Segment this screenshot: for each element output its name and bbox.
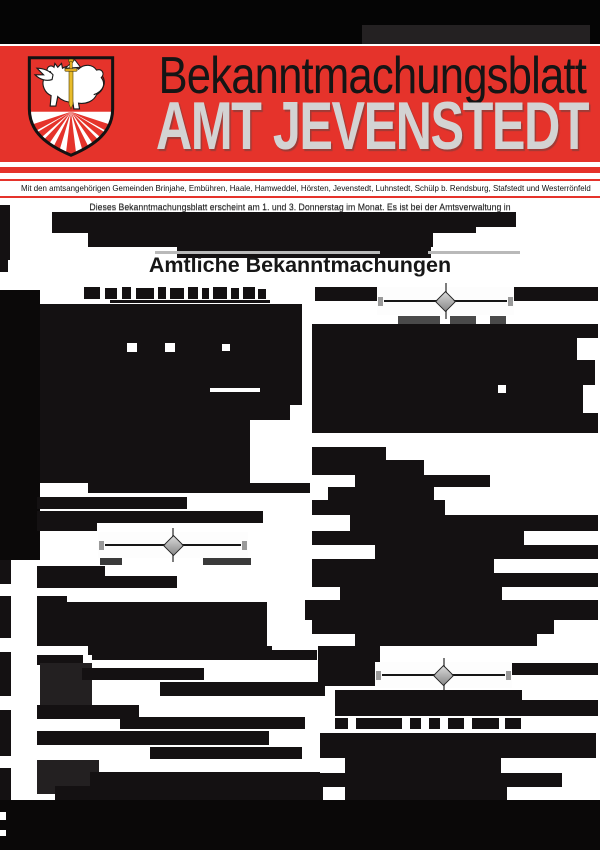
degraded-heading-fragment xyxy=(122,287,131,299)
divider-endcap xyxy=(376,671,381,680)
redacted-text-block xyxy=(429,718,440,729)
redacted-text-block xyxy=(55,786,323,800)
degraded-heading-fragment xyxy=(105,288,117,299)
scan-left-margin xyxy=(0,710,11,756)
redacted-text-block xyxy=(312,338,577,360)
redacted-text-block xyxy=(345,758,501,773)
scan-artifact-box xyxy=(362,25,590,44)
divider-endcap xyxy=(242,541,247,550)
redacted-text-block xyxy=(37,576,177,588)
redacted-text-block xyxy=(320,733,596,758)
redacted-text-block xyxy=(312,360,595,385)
red-rule-2 xyxy=(0,196,600,198)
redacted-text-block xyxy=(312,385,583,413)
degraded-heading-fragment xyxy=(258,289,266,299)
redacted-text-block xyxy=(312,460,424,475)
degraded-text-fragment xyxy=(398,316,440,324)
scan-gap xyxy=(127,343,137,352)
redacted-text-block xyxy=(328,487,434,500)
redacted-text-block xyxy=(505,718,521,729)
redacted-text-block xyxy=(410,718,421,729)
redacted-text-block xyxy=(335,690,522,700)
redacted-text-block xyxy=(355,475,490,487)
section-divider xyxy=(98,532,248,558)
amt-jevenstedt-coat-of-arms-icon xyxy=(22,54,120,160)
scan-left-margin xyxy=(0,596,11,638)
scan-gap xyxy=(222,344,230,351)
redacted-text-block xyxy=(250,405,290,420)
redacted-text-block xyxy=(37,566,105,576)
amt-title: AMT JEVENSTEDT xyxy=(155,88,588,164)
redacted-text-block xyxy=(120,717,305,729)
redacted-text-block xyxy=(160,682,325,696)
redacted-text-block xyxy=(355,634,537,646)
scan-left-margin xyxy=(0,652,11,696)
redacted-text-block xyxy=(90,772,320,786)
schedule-line: Dieses Bekanntmachungsblatt erscheint am 1. und 3. Donnerstag im Monat. Es ist bei der Amtsverwaltung in xyxy=(89,202,511,212)
diamond-icon xyxy=(435,290,456,311)
section-title: Amtliche Bekanntmachungen xyxy=(148,253,452,277)
red-band-thick xyxy=(0,167,600,173)
degraded-text-fragment xyxy=(490,316,506,324)
redacted-text-block xyxy=(335,718,348,729)
redacted-text-block xyxy=(312,559,494,573)
divider-endcap xyxy=(508,297,513,306)
degraded-heading-fragment xyxy=(136,288,154,299)
redacted-text-block xyxy=(82,668,204,680)
redacted-text-block xyxy=(350,515,598,531)
redacted-text-block xyxy=(37,497,187,509)
redacted-text-block xyxy=(0,205,10,260)
scan-left-margin xyxy=(0,560,11,584)
municipalities-line: Mit den amtsangehörigen Gemeinden Brinjahe, Embühren, Haale, Hamweddel, Hörsten, Jevenstedt, Luhnstedt, Schülp b. Rendsburg, Stafstedt und Westerrönfeld xyxy=(21,183,591,193)
redacted-text-block xyxy=(335,700,598,716)
degraded-heading-fragment xyxy=(110,300,270,303)
redacted-text-block xyxy=(375,545,598,559)
redacted-text-block xyxy=(318,646,380,686)
degraded-heading-fragment xyxy=(243,287,255,299)
degraded-heading-fragment xyxy=(170,288,184,299)
bulletin-title: Bekanntmachungsblatt xyxy=(158,47,586,105)
redacted-text-block xyxy=(312,620,554,634)
redacted-text-block xyxy=(476,212,516,227)
degraded-heading-fragment xyxy=(213,287,227,299)
red-rule-1 xyxy=(0,179,600,181)
section-divider xyxy=(377,287,514,315)
degraded-heading-fragment xyxy=(231,288,239,299)
diamond-icon xyxy=(433,664,454,685)
redacted-text-block xyxy=(40,392,302,405)
redacted-text-block xyxy=(37,511,263,523)
masthead-banner xyxy=(0,46,600,162)
redacted-text-block xyxy=(150,747,302,759)
redacted-text-block xyxy=(472,718,499,729)
redacted-text-block xyxy=(37,731,269,745)
redacted-text-block xyxy=(312,531,524,545)
redacted-text-block xyxy=(312,500,445,515)
degraded-heading-fragment xyxy=(84,287,100,299)
redacted-text-block xyxy=(37,523,97,531)
scan-gap xyxy=(165,343,175,352)
redacted-text-block xyxy=(312,573,598,587)
divider-endcap xyxy=(99,541,104,550)
degraded-heading-fragment xyxy=(188,287,198,299)
redacted-text-block xyxy=(37,602,267,646)
redacted-text-block xyxy=(345,787,507,800)
redacted-text-block xyxy=(514,287,598,301)
scan-bottom-band xyxy=(0,800,600,850)
scan-left-margin xyxy=(0,290,40,560)
redacted-text-block xyxy=(40,405,250,483)
redacted-text-block xyxy=(312,413,598,433)
section-divider xyxy=(375,662,512,688)
redacted-text-block xyxy=(315,287,377,301)
redacted-text-block xyxy=(512,663,598,675)
scan-gap xyxy=(498,385,506,393)
divider-endcap xyxy=(378,297,383,306)
scan-gap xyxy=(0,812,6,820)
degraded-text-fragment xyxy=(203,558,251,565)
degraded-text-fragment xyxy=(100,558,122,565)
divider-endcap xyxy=(506,671,511,680)
degraded-heading-fragment xyxy=(158,287,166,299)
redacted-text-block xyxy=(52,212,476,233)
degraded-heading-fragment xyxy=(202,288,209,299)
redacted-text-block xyxy=(312,324,598,338)
redacted-text-block xyxy=(340,587,502,600)
degraded-text-fragment xyxy=(450,316,476,324)
redacted-text-block xyxy=(312,447,386,460)
redacted-text-block xyxy=(88,483,310,493)
redacted-text-block xyxy=(92,650,317,660)
redacted-text-block xyxy=(356,718,402,729)
diamond-icon xyxy=(162,534,183,555)
redacted-text-block xyxy=(448,718,464,729)
redacted-text-block xyxy=(88,233,433,247)
scan-gap xyxy=(0,830,6,836)
redacted-text-block xyxy=(305,600,598,620)
redacted-text-block xyxy=(320,773,562,787)
